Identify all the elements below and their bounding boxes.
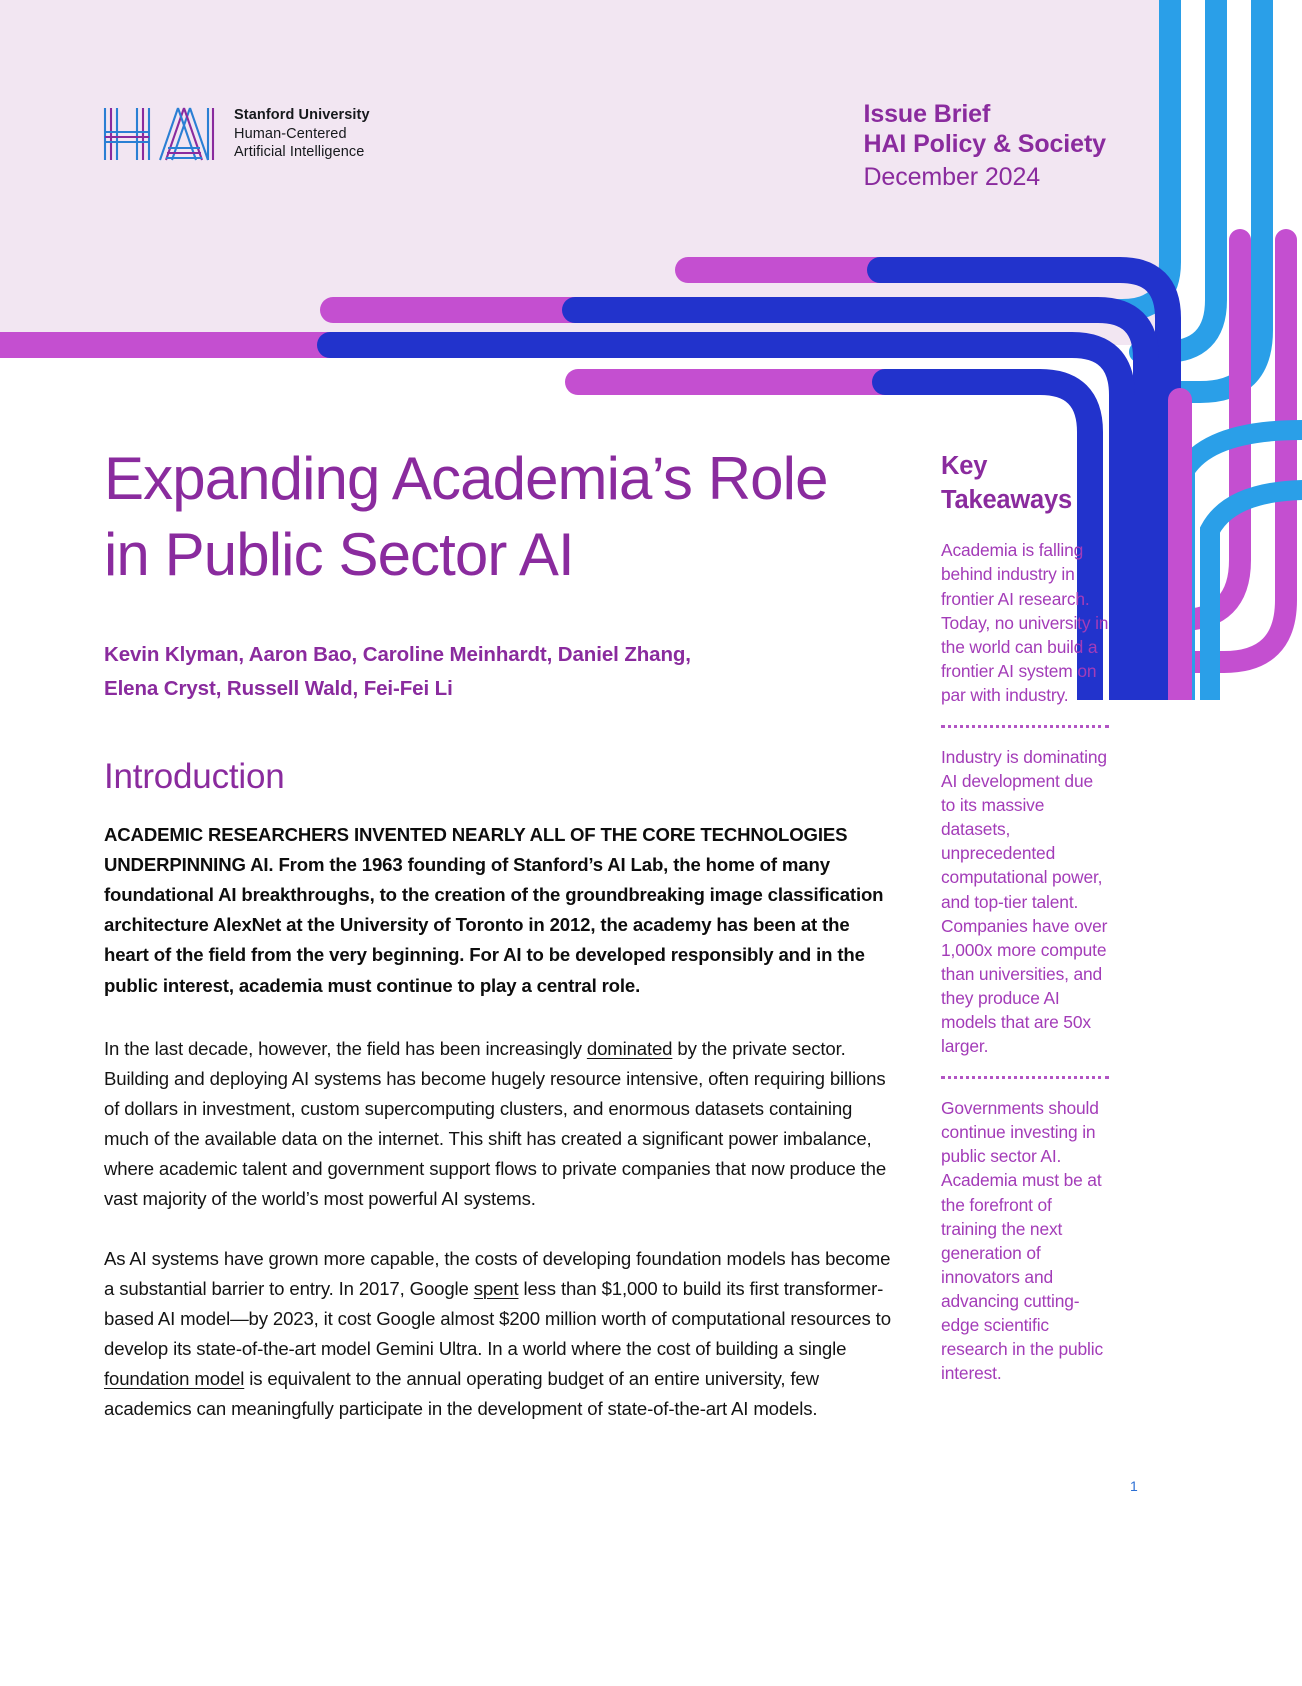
author-list: [104, 638, 864, 707]
para3-text-3: is equivalent to the annual operating budget of an entire university, few academics can meaningfully participate in the development of state-of-the-art AI models.: [104, 1367, 819, 1419]
para3-text-2: less than $1,000 to build its first transformer-based AI model—by 2023, it cost Google almost $200 million worth of computational resources to develop its state-of-the-art model Gemini Ultra. In a world where the cost of building a single: [104, 1277, 891, 1359]
hai-logo-icon: [100, 106, 218, 162]
sidebar-title: [941, 449, 1111, 517]
link-foundation-model[interactable]: foundation model: [104, 1367, 245, 1389]
section-heading-introduction: Introduction: [104, 757, 285, 796]
takeaway-divider: [941, 1076, 1109, 1079]
issue-date: December 2024: [863, 162, 1041, 191]
lead-paragraph-text: ACADEMIC RESEARCHERS INVENTED NEARLY ALL OF THE CORE TECHNOLOGIES UNDERPINNING AI. From the 1963 founding of Stanford’s AI Lab, the home of many foundational AI breakthroughs, to the creation of the groundbreaking image classification architecture AlexNet at the University of Toronto in 2012, the academy has been at the heart of the field from the very beginning. For AI to be developed responsibly and in the public interest, academia must continue to play a central role.: [104, 824, 884, 996]
para2-text-1: In the last decade, however, the field has been increasingly: [104, 1037, 587, 1059]
body-paragraph-3: [104, 1244, 894, 1424]
page-number: 1: [1130, 1478, 1138, 1494]
takeaway-item: Academia is falling behind industry in frontier AI research. Today, no university in the world can build a frontier AI system on par with industry.: [941, 540, 1109, 705]
author-line-2: Elena Cryst, Russell Wald, Fei-Fei Li: [104, 677, 453, 701]
hai-logo-lockup: [100, 106, 370, 162]
sidebar-title-line-2: Takeaways: [941, 486, 1072, 515]
lead-paragraph: [104, 820, 894, 1001]
sidebar-title-line-1: Key: [941, 452, 988, 480]
body-column: [104, 820, 894, 1454]
takeaway-divider: [941, 725, 1109, 728]
logo-line-2: Human-Centered: [234, 125, 347, 142]
link-spent[interactable]: spent: [473, 1277, 519, 1299]
author-line-1: Kevin Klyman, Aaron Bao, Caroline Meinhardt, Daniel Zhang,: [104, 643, 691, 666]
issue-brief-header: [863, 99, 1106, 193]
logo-wordmark: [234, 106, 370, 162]
takeaway-item: Industry is dominating AI development due to its massive datasets, unprecedented computational power, and top-tier talent. Companies have over 1,000x more compute than universities, and they produce AI models that are 50x larger.: [941, 746, 1108, 1057]
key-takeaways-sidebar: [941, 449, 1111, 1385]
body-paragraph-2: [104, 1034, 894, 1214]
para2-text-2: by the private sector. Building and deploying AI systems has become hugely resource intensive, often requiring billions of dollars in investment, custom supercomputing clusters, and enormous datasets containing much of the available data on the internet. This shift has created a significant power imbalance, where academic talent and government support flows to private companies that now produce the vast majority of the world’s most powerful AI systems.: [104, 1037, 887, 1209]
page-title: Expanding Academia’s Role in Public Sector AI: [104, 445, 828, 589]
logo-line-3: Artificial Intelligence: [234, 144, 365, 161]
issue-brief-label: Issue Brief: [863, 100, 991, 128]
series-name: HAI Policy & Society: [863, 130, 1106, 159]
takeaway-item: Governments should continue investing in public sector AI. Academia must be at the forefront of training the next generation of innovators and advancing cutting-edge scientific research in the public interest.: [941, 1098, 1104, 1384]
link-dominated[interactable]: dominated: [586, 1037, 673, 1059]
logo-line-1: Stanford University: [234, 107, 370, 124]
para3-text-1: As AI systems have grown more capable, the costs of developing foundation models has become a substantial barrier to entry. In 2017, Google: [104, 1247, 891, 1299]
